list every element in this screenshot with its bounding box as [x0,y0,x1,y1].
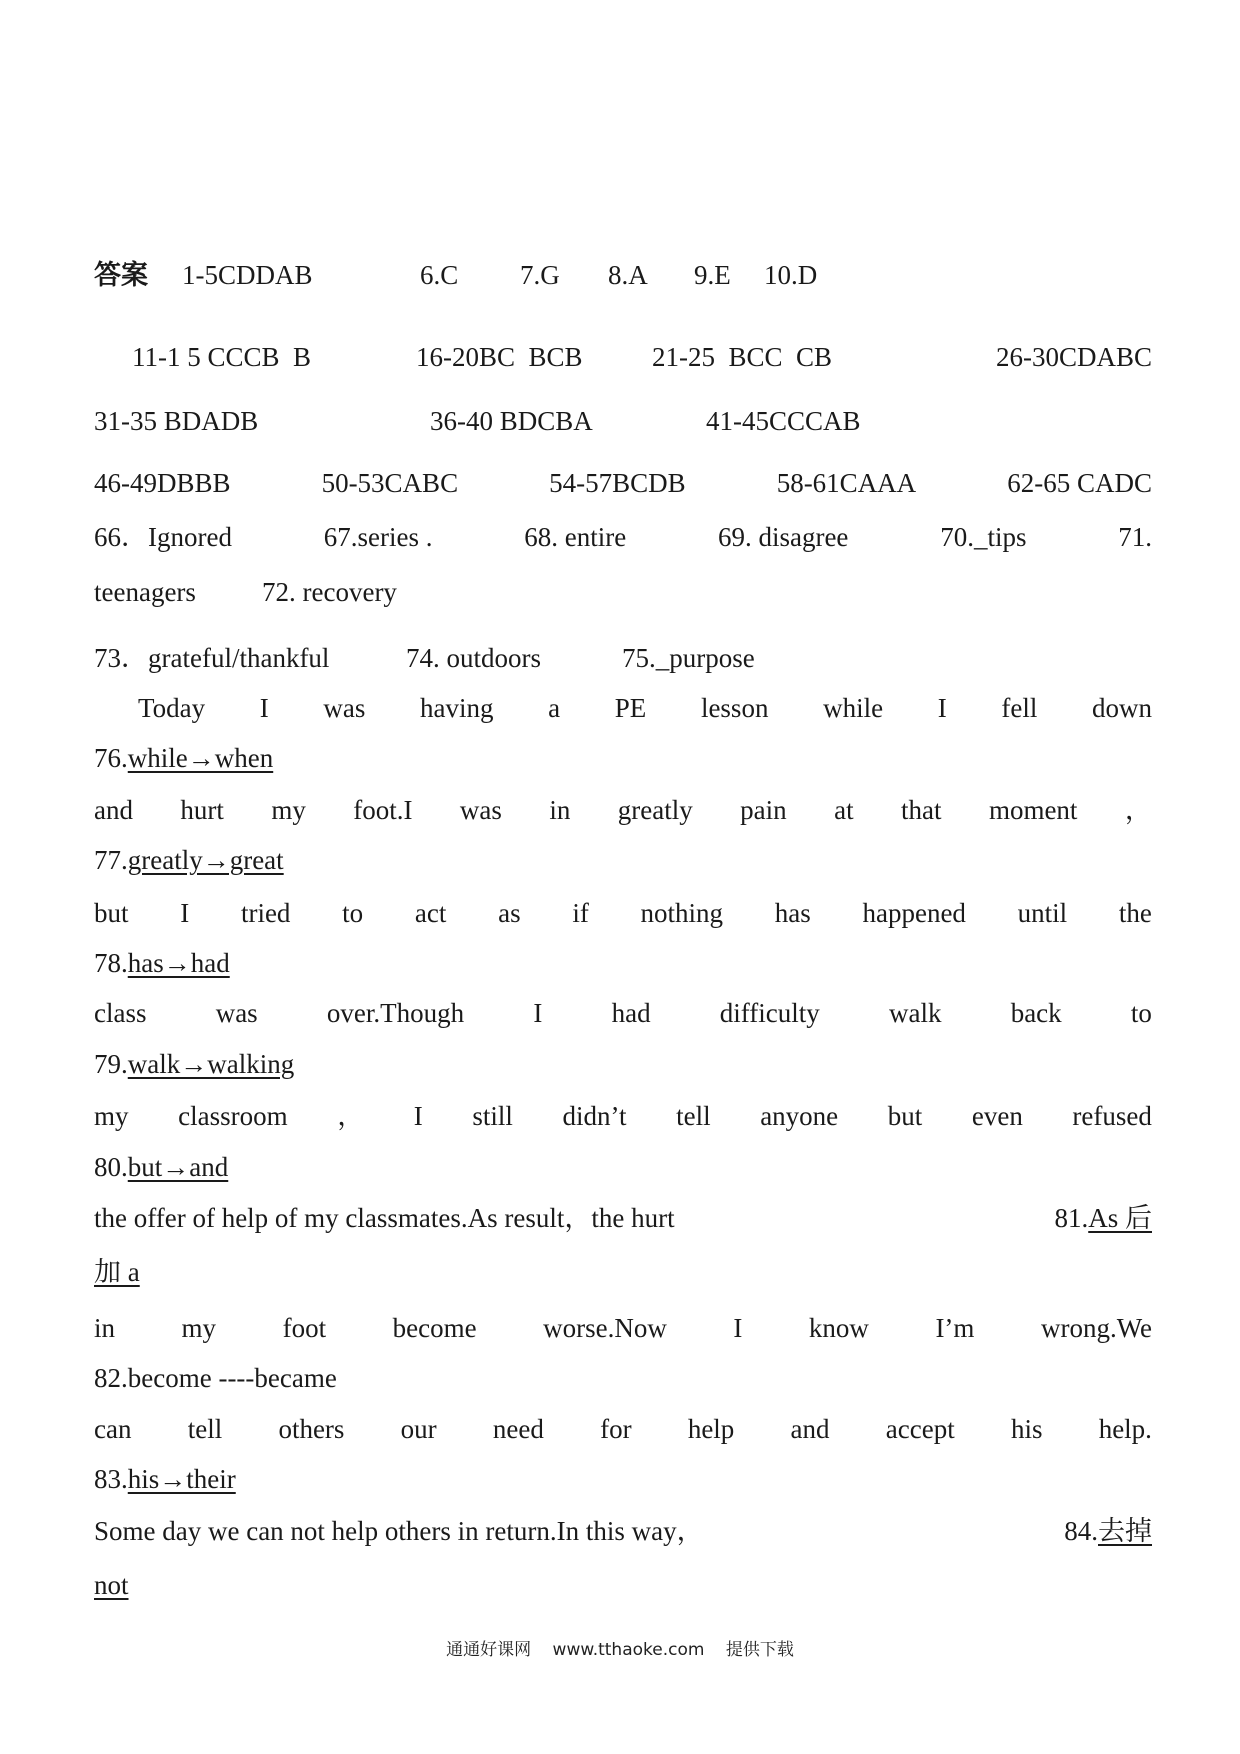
word: a [548,693,561,723]
passage-line [94,1412,1152,1446]
word: didn’t [562,1101,627,1131]
correction-number: 83. [94,1464,128,1494]
word: fell [1001,693,1038,723]
word: over.Though [326,998,465,1028]
word: anyone [760,1101,839,1131]
word: class [94,998,147,1028]
correction-number: 82. [94,1363,128,1393]
answer-item: 62-65 CADC [1007,468,1152,498]
correction-fix: his→their [127,1464,236,1494]
word: my [181,1313,217,1343]
correction-number: 79. [94,1049,128,1079]
correction-fix: As 后 [1088,1203,1152,1233]
word: I [413,1101,423,1131]
correction-80 [94,1150,1152,1184]
word: I [733,1313,743,1343]
answers-label: 答案 [94,260,148,291]
word: tell [676,1101,711,1131]
word: my [271,795,306,825]
word: was [215,998,258,1028]
word: wrong.We [1040,1313,1152,1343]
word: need [492,1414,544,1444]
answer-item: 1-5CDDAB [182,260,313,290]
word: our [400,1414,437,1444]
correction-number: 80. [94,1152,128,1182]
word: foot [282,1313,327,1343]
word: Today [138,693,206,723]
word: was [459,795,502,825]
vocab-item: 70._tips [940,522,1027,552]
vocab-item: 74. outdoors [406,643,541,673]
passage-line [94,896,1152,930]
correction-fix: 去掉 [1098,1516,1152,1546]
correction-number: 78. [94,948,128,978]
correction-77 [94,843,1152,877]
footer-site-name: 通通好课网 [446,1640,532,1660]
word: others [278,1414,345,1444]
correction-fix: but→and [127,1152,229,1182]
vocab-item: 69. disagree [717,522,849,552]
word: worse.Now [543,1313,667,1343]
correction-fix: greatly→great [127,845,284,875]
word: still [472,1101,513,1131]
word: become [392,1313,477,1343]
word: I [180,898,190,928]
word: pain [740,795,787,825]
passage-line [94,1311,1152,1345]
passage-text: Some day we can not help others in return.In this way， [94,1516,704,1546]
word: ， [337,1101,365,1131]
answer-item: 54-57BCDB [549,468,686,498]
correction-fix: has→had [127,948,230,978]
passage-line [94,1514,1152,1548]
word: lesson [700,693,769,723]
passage-line [94,691,1152,725]
word: that [901,795,942,825]
passage-line [94,1099,1152,1133]
word: walk [889,998,942,1028]
answer-item: 9.E [694,260,731,290]
correction-78 [94,946,1152,980]
answer-item: 10.D [764,260,818,290]
word: I [937,693,947,723]
word: nothing [640,898,724,928]
vocab-row-2 [94,575,1152,609]
word: hurt [180,795,224,825]
answer-item: 36-40 BDCBA [430,406,593,436]
vocab-item: 68. entire [524,522,627,552]
word: help [687,1414,735,1444]
word: to [1130,998,1152,1028]
word: help. [1098,1414,1152,1444]
word: but [887,1101,923,1131]
vocab-item: 75._purpose [622,643,755,673]
word: difficulty [719,998,820,1028]
correction-fix: not [94,1570,129,1600]
correction-fix: walk→walking [127,1049,295,1079]
answers-row-4 [94,466,1152,500]
vocab-item: teenagers [94,577,196,607]
correction-79 [94,1047,1152,1081]
answers-row-1 [94,258,1152,293]
word: until [1017,898,1068,928]
word: accept [885,1414,955,1444]
word: act [414,898,447,928]
word: know [808,1313,869,1343]
word: moment [988,795,1078,825]
word: the [1118,898,1152,928]
answer-item: 41-45CCCAB [706,406,861,436]
word: in [549,795,571,825]
word: can [94,1414,132,1444]
passage-line [94,996,1152,1030]
correction-84 [94,1568,1152,1602]
vocab-row-3 [94,641,1152,675]
correction-number: 77. [94,845,128,875]
passage-line [94,1201,1152,1235]
word: in [94,1313,116,1343]
word: to [342,898,364,928]
word: tried [240,898,291,928]
word: and [790,1414,830,1444]
vocab-item: 71. [1118,522,1152,552]
word: refused [1072,1101,1152,1131]
answer-item: 7.G [520,260,560,290]
correction-83 [94,1462,1152,1496]
word: and [94,795,133,825]
footer-url[interactable]: www.tthaoke.com [552,1640,705,1660]
word: back [1010,998,1062,1028]
word: for [600,1414,632,1444]
word: my [94,1101,129,1131]
word: tell [187,1414,223,1444]
word: his [1010,1414,1043,1444]
correction-fix: while→when [127,743,274,773]
vocab-row-1 [94,520,1152,554]
correction-76 [94,741,1152,775]
word: I [533,998,543,1028]
vocab-item: 73．grateful/thankful [94,643,330,673]
answer-item: 31-35 BDADB [94,406,259,436]
answer-item: 50-53CABC [321,468,459,498]
footer-note: 提供下载 [725,1640,794,1660]
word: down [1091,693,1152,723]
word: PE [614,693,647,723]
correction-number: 81. [1054,1203,1089,1233]
vocab-item: 67.series . [323,522,433,552]
vocab-item: 66．Ignored [94,522,232,552]
answer-item: 6.C [420,260,459,290]
answer-item: 16-20BC BCB [416,342,583,372]
word: even [971,1101,1023,1131]
word: had [611,998,651,1028]
word: I’m [935,1313,975,1343]
word: but [94,898,129,928]
correction-fix: 加 a [94,1257,140,1287]
word: as [498,898,521,928]
word: while [823,693,884,723]
passage-text: the offer of help of my classmates.As result，the hurt [94,1203,675,1233]
word: if [572,898,589,928]
correction-81 [94,1255,1152,1289]
answer-item: 21-25 BCC CB [652,342,833,372]
answer-item: 26-30CDABC [995,342,1152,372]
word: foot.I [353,795,413,825]
answer-item: 8.A [608,260,648,290]
word: has [774,898,811,928]
answer-item: 11-1 5 CCCB B [132,342,312,372]
word: at [834,795,854,825]
word: having [420,693,494,723]
word: was [323,693,366,723]
correction-82 [94,1361,1152,1395]
word: classroom [178,1101,288,1131]
answer-item: 58-61CAAA [776,468,917,498]
correction-number: 84. [1064,1516,1098,1546]
answer-item: 46-49DBBB [94,468,231,498]
word: happened [862,898,966,928]
word: ， [1124,795,1152,825]
page-footer [0,1635,1240,1660]
word: greatly [617,795,693,825]
vocab-item: 72. recovery [262,577,397,607]
word: I [259,693,269,723]
correction-fix: become ----became [127,1363,337,1393]
correction-number: 76. [94,743,128,773]
passage-line [94,793,1152,827]
